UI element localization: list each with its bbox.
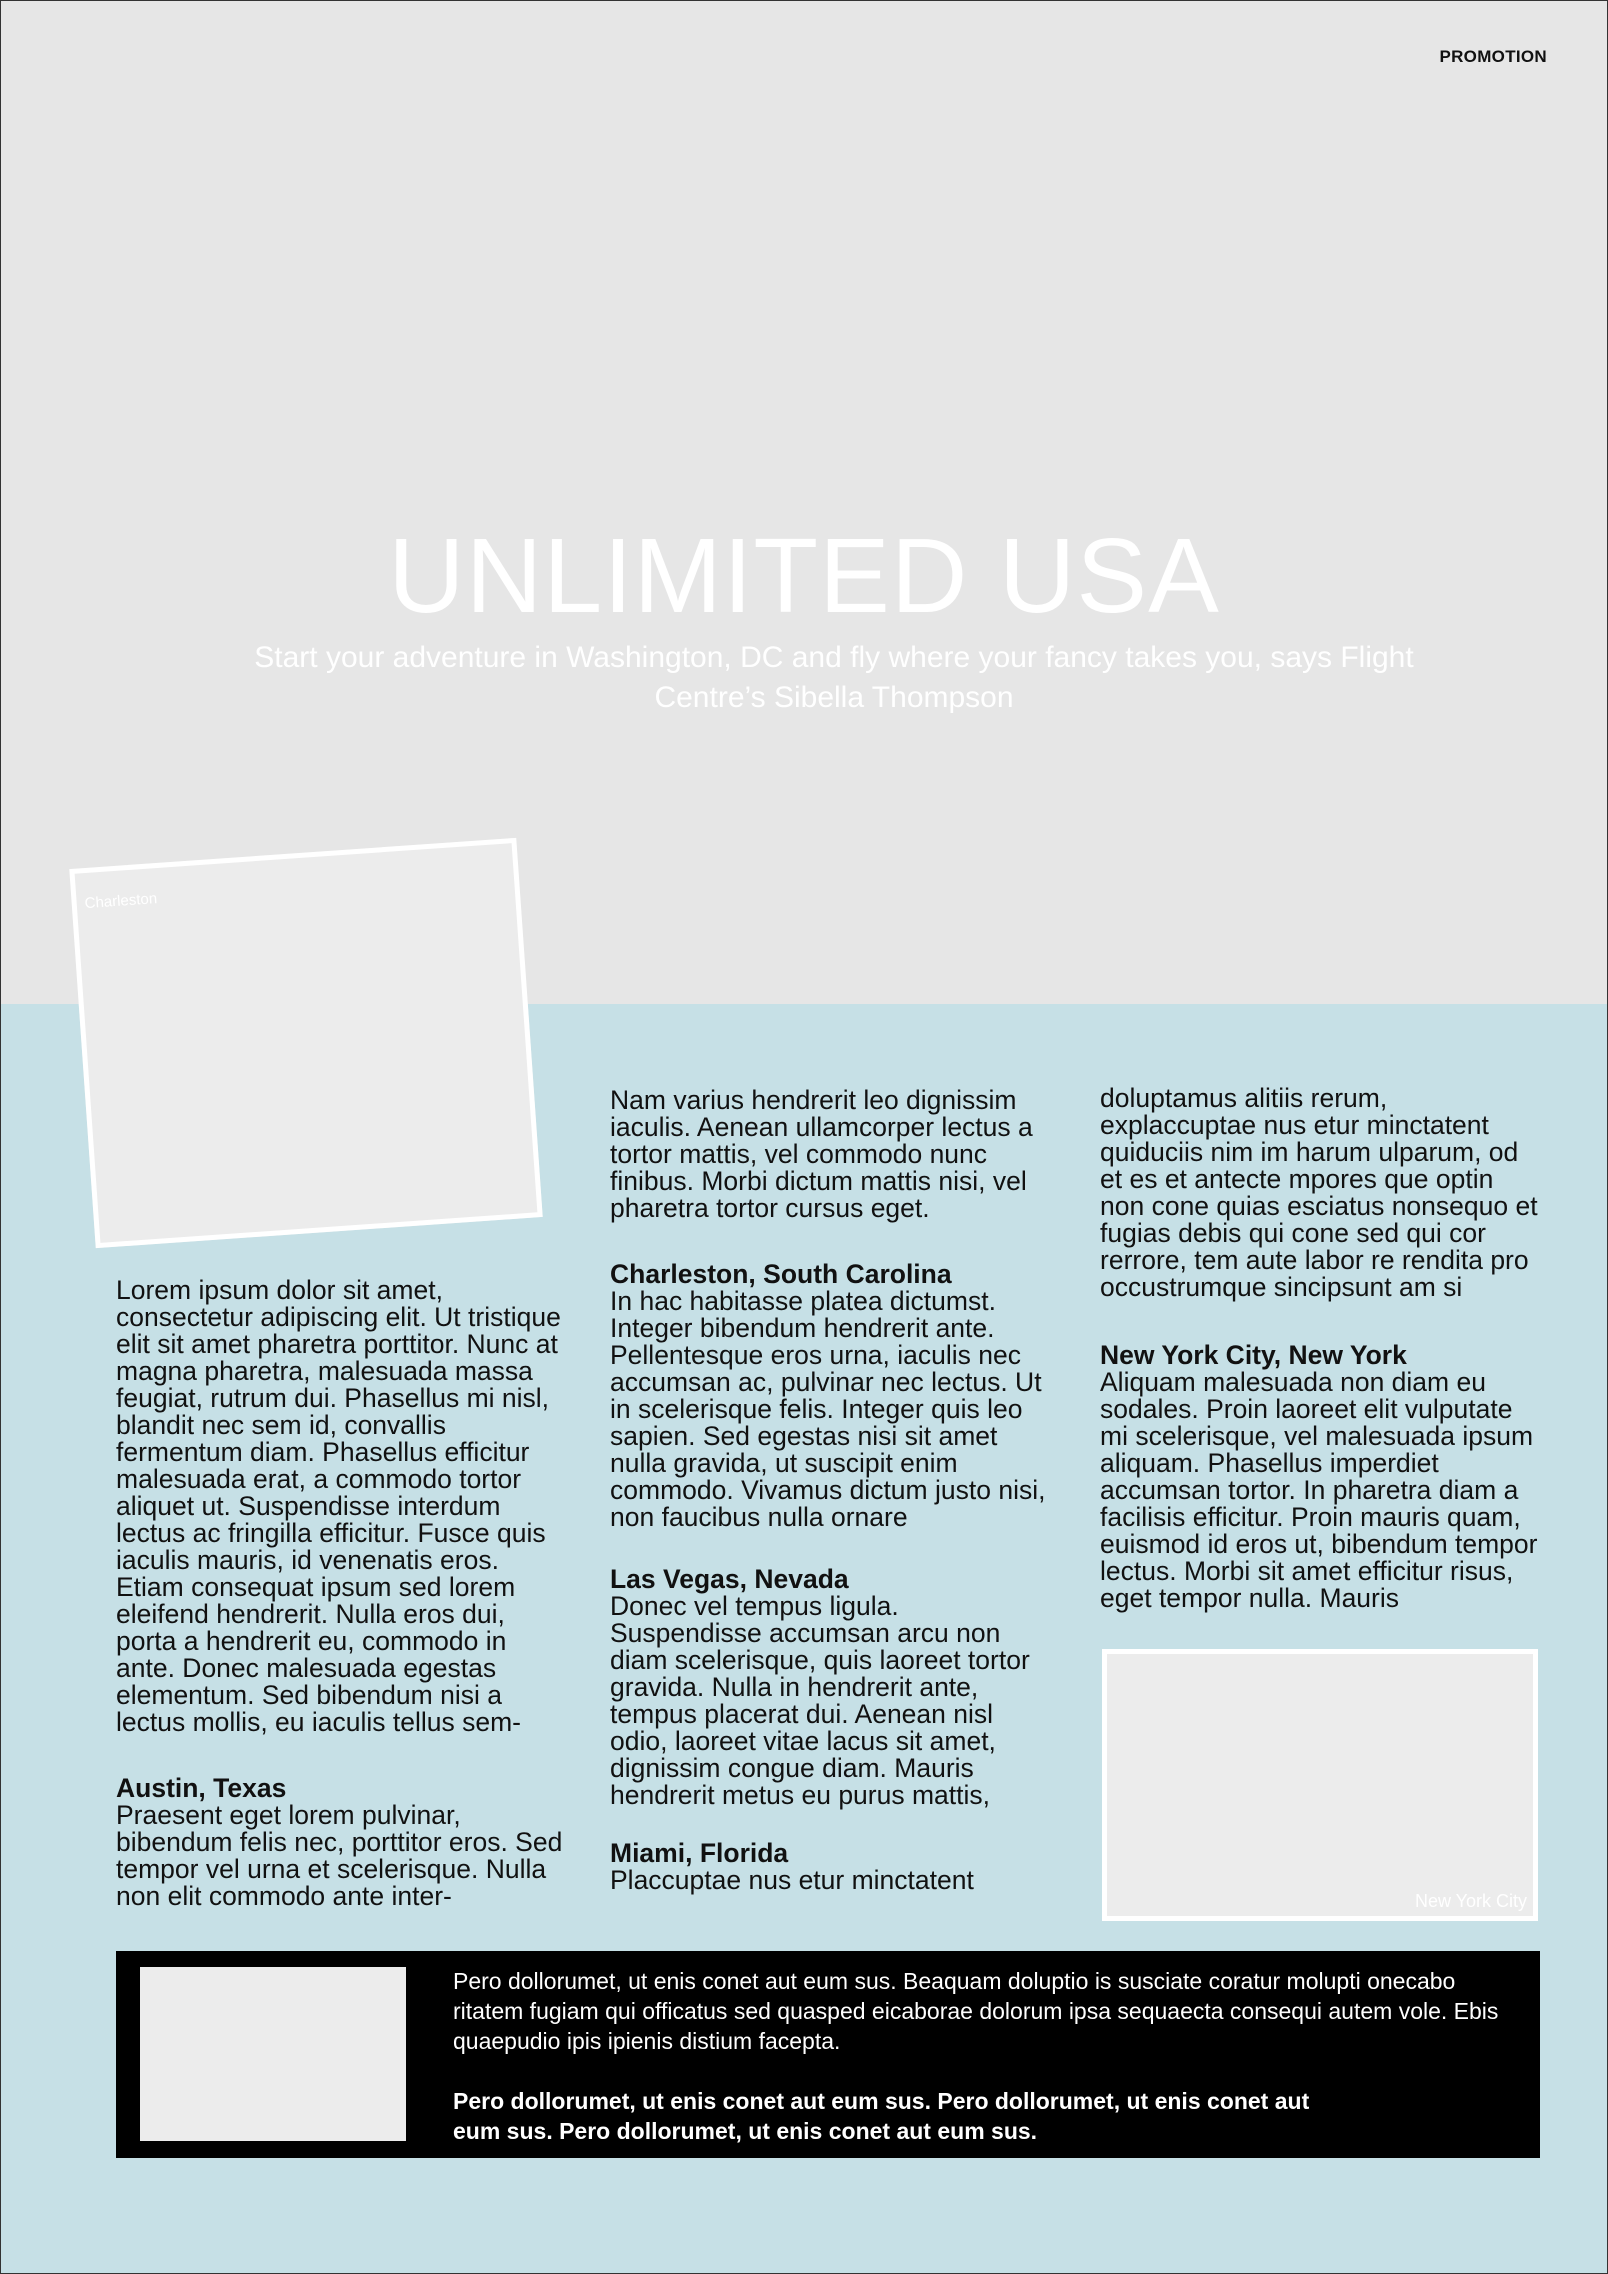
hero-section (1, 1, 1607, 1004)
charleston-heading: Charleston, South Carolina (610, 1259, 952, 1289)
miami-body: Placcuptae nus etur minctatent (610, 1865, 974, 1895)
austin-body: Praesent eget lorem pulvinar, bibendum felis nec, porttitor eros. Sed tempor vel urna et scelerisque. Nulla non elit commodo ante inter- (116, 1800, 563, 1911)
new-york-photo (1102, 1649, 1538, 1921)
new-york-photo-caption: New York City (1414, 1891, 1527, 1911)
promo-box-body: Pero dollorumet, ut enis conet aut eum sus. Beaquam doluptio is susciate coratur molupti onecabo ritatem fugiam qui officatus sed quasped eicaborae dolorum ipsa sequaecta consequi autem vole. Ebis quaepudio ipis ipienis distium facepta. (453, 1968, 1499, 2054)
column-1-intro: Lorem ipsum dolor sit amet, consectetur adipiscing elit. Ut tristique elit sit amet pharetra porttitor. Nunc at magna pharetra, malesuada massa feugiat, rutrum dui. Phasellus mi nisl, blandit nec sem id, convallis fermentum diam. Phasellus efficitur malesuada erat, a commodo tortor aliquet ut. Suspendisse interdum lectus ac fringilla efficitur. Fusce quis iaculis mauris, id venenatis eros. Etiam consequat ipsum sed lorem eleifend hendrerit. Nulla eros dui, porta a hendrerit eu, commodo in ante. Donec malesuada egestas elementum. Sed bibendum nisi a lectus mollis, eu iaculis tellus sem- (116, 1275, 561, 1737)
article-column-2 (610, 1087, 1050, 1894)
article-column-1 (116, 1277, 566, 1910)
promotion-label: PROMOTION (1439, 47, 1547, 66)
article-column-3 (1100, 1085, 1540, 1612)
promo-box (116, 1951, 1540, 2158)
column-3-intro: doluptamus alitiis rerum, explaccuptae nus etur minctatent quiduciis nim im harum ulparum, od et es et antecte mpores que optin non cone quias esciatus nonsequo et fugias debis qui cone sed qui cor rerrore, tem aute labor re rendita pro occustrumque sincipsunt am si (1100, 1083, 1538, 1302)
promo-box-image (140, 1967, 406, 2141)
las-vegas-heading: Las Vegas, Nevada (610, 1564, 849, 1594)
charleston-photo-caption: Charleston (84, 890, 158, 913)
promo-box-text (453, 1966, 1513, 2146)
promo-box-bold: Pero dollorumet, ut enis conet aut eum sus. Pero dollorumet, ut enis conet aut eum sus. Pero dollorumet, ut enis conet aut eum sus. (453, 2088, 1310, 2144)
page-title: UNLIMITED USA (388, 517, 1220, 635)
page-subtitle: Start your adventure in Washington, DC and fly where your fancy takes you, says Flight Centre’s Sibella Thompson (254, 641, 1414, 714)
column-2-intro: Nam varius hendrerit leo dignissim iaculis. Aenean ullamcorper lectus a tortor mattis, vel commodo nunc finibus. Morbi dictum mattis nisi, vel pharetra tortor cursus eget. (610, 1085, 1033, 1223)
miami-heading: Miami, Florida (610, 1838, 789, 1868)
charleston-body: In hac habitasse platea dictumst. Integer bibendum hendrerit ante. Pellentesque eros urna, iaculis nec accumsan ac, pulvinar nec lectus. Ut in scelerisque felis. Integer quis leo sapien. Sed egestas nisi sit amet nulla gravida, ut suscipit enim commodo. Vivamus dictum justo nisi, non faucibus nulla ornare (610, 1286, 1046, 1532)
new-york-heading: New York City, New York (1100, 1340, 1407, 1370)
austin-heading: Austin, Texas (116, 1773, 287, 1803)
new-york-body: Aliquam malesuada non diam eu sodales. Proin laoreet elit vulputate mi scelerisque, vel malesuada ipsum aliquam. Phasellus imperdiet accumsan tortor. In pharetra diam a facilisis efficitur. Proin mauris quam, euismod id eros ut, bibendum tempor lectus. Morbi sit amet efficitur risus, eget tempor nulla. Mauris (1100, 1367, 1538, 1613)
charleston-photo (69, 838, 542, 1248)
las-vegas-body: Donec vel tempus ligula. Suspendisse accumsan arcu non diam scelerisque, quis laoreet tortor gravida. Nulla in hendrerit ante, tempus placerat dui. Aenean nisl odio, laoreet vitae lacus sit amet, dignissim congue diam. Mauris hendrerit metus eu purus mattis, (610, 1591, 1030, 1810)
